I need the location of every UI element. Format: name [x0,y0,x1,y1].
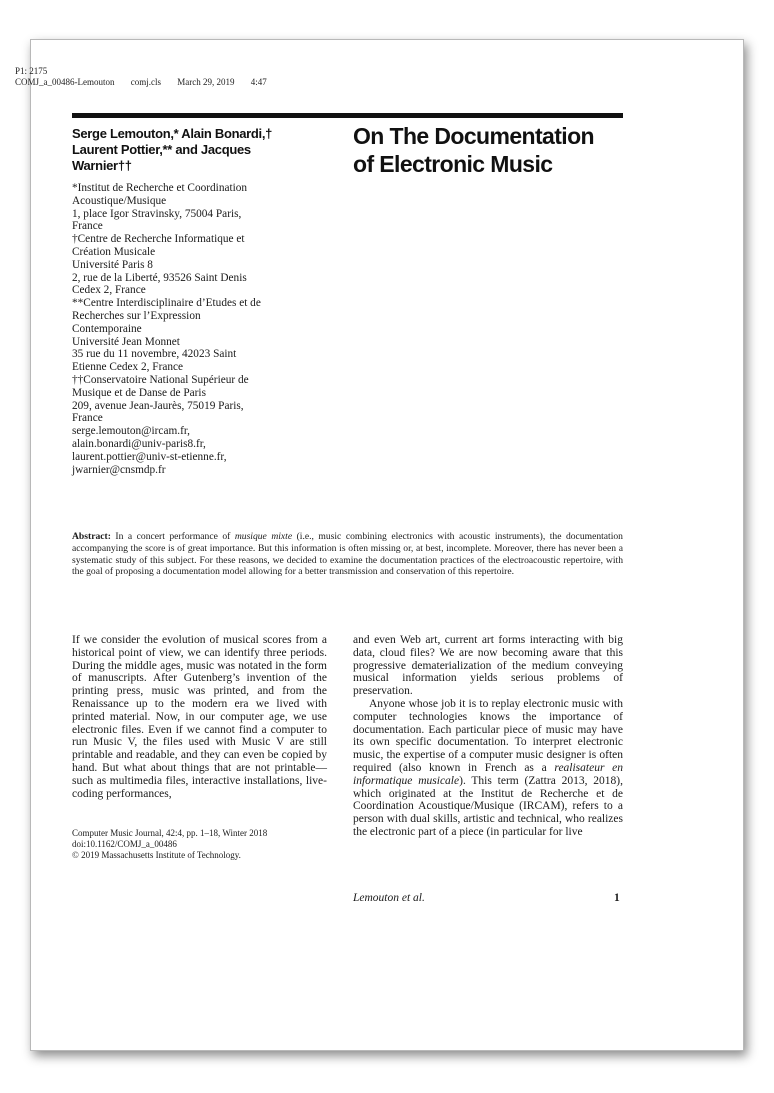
affiliation-line: 1, place Igor Stravinsky, 75004 Paris, [72,207,242,220]
affiliation-line: Contemporaine [72,322,142,335]
affiliation-line: Université Paris 8 [72,258,153,271]
affiliation-line: Création Musicale [72,245,156,258]
journal-footer [72,828,327,861]
affiliation-line: France [72,412,103,425]
slug-date: March 29, 2019 [177,77,235,87]
italic-term: realisateur en informatique musicale [353,761,623,787]
affiliation-line: Etienne Cedex 2, France [72,361,184,374]
affiliation-line: Cedex 2, France [72,284,146,297]
page-number: 1 [614,892,620,904]
abstract-label: Abstract: [72,531,111,542]
affiliation-line: France [72,220,103,233]
affiliation-line: ††Conservatoire National Supérieur de [72,373,249,386]
affiliation-line: 209, avenue Jean-Jaurès, 75019 Paris, [72,399,244,412]
abstract [72,531,623,578]
print-slug [15,66,281,88]
title-line: of Electronic Music [353,151,553,177]
affiliation-line: serge.lemouton@ircam.fr, [72,425,190,438]
affiliation-line: Musique et de Danse de Paris [72,386,206,399]
body-column-left [72,634,327,800]
paragraph-text: Anyone whose job it is to replay electronic music with computer technologies knows the importance of documentation. Each particular piece of music may have its own specific documentation. To interpret electronic music, the expertise of a computer music designer is often required (also known in French as a [353,697,623,774]
author-line: Laurent Pottier,** and Jacques [72,142,251,157]
affiliations [72,182,297,476]
affiliation-line: †Centre de Recherche Informatique et [72,233,245,246]
abstract-text: In a concert performance of [110,531,235,542]
author-line: Serge Lemouton,* Alain Bonardi,† [72,126,273,141]
affiliation-line: Recherches sur l’Expression [72,309,201,322]
slug-line-2 [15,77,281,88]
affiliation-line: Acoustique/Musique [72,194,167,207]
footer-citation: Computer Music Journal, 42:4, pp. 1–18, Winter 2018 [72,828,268,838]
abstract-text: (i.e., music combining electronics with acoustic instruments), the documentation accompanying the score is of great importance. But this information is often missing or, at best, incomplete. Moreover, there has never been a systematic study of this subject. For these reasons, we decided to examine the documentation practices of the electroacoustic repertoire, with the goal of proposing a documentation model allowing for a better transmission and conservation of this repertoire. [72,531,623,578]
footer-doi: doi:10.1162/COMJ_a_00486 [72,839,177,849]
author-list [72,126,297,174]
slug-file: COMJ_a_00486-Lemouton [15,77,115,87]
body-paragraph [353,698,623,839]
affiliation-line: alain.bonardi@univ-paris8.fr, [72,437,206,450]
paragraph-text: ). This term (Zattra 2013, 2018), which originated at the Institut de Recherche et de Coordination Acoustique/Musique (IRCAM), refers to a person with dual skills, artistic and technical, who realizes the electronic part of a piece (in particular for live [353,774,623,838]
affiliation-line: 2, rue de la Liberté, 93526 Saint Denis [72,271,247,284]
affiliation-line: **Centre Interdisciplinaire d’Etudes et de [72,297,261,310]
running-head: Lemouton et al. [353,892,425,904]
slug-line-1: P1: 2175 [15,66,48,76]
slug-time: 4:47 [250,77,267,87]
paper-title [353,122,623,178]
slug-cls: comj.cls [130,77,161,87]
footer-copyright: © 2019 Massachusetts Institute of Technology. [72,850,241,860]
abstract-italic-term: musique mixte [234,531,293,542]
body-paragraph: If we consider the evolution of musical scores from a historical point of view, we can identify three periods. During the middle ages, music was notated in the form of manuscripts. After Gutenberg’s invention of the printing press, music was printed, and from the Renaissance up to the modern era we lived with printed material. Now, in our computer age, we use electronic files. Even if we cannot find a computer to run Music V, the files used with Music V are still printable and readable, and they can even be copied by hand. But what about things that are not printable—such as multimedia files, interactive installations, live-coding performances, [72,634,327,800]
title-line: On The Documentation [353,123,595,149]
affiliation-line: *Institut de Recherche et Coordination [72,182,248,194]
affiliation-line: Université Jean Monnet [72,335,180,348]
affiliation-line: laurent.pottier@univ-st-etienne.fr, [72,450,227,463]
affiliation-line: 35 rue du 11 novembre, 42023 Saint [72,348,237,361]
affiliation-line: jwarnier@cnsmdp.fr [72,463,166,476]
header-rule [72,113,623,118]
author-line: Warnier†† [72,158,132,173]
body-column-right [353,634,623,839]
body-paragraph: and even Web art, current art forms interacting with big data, cloud files? We are now becoming aware that this progressive dematerialization of the medium conveying musical information yields serious problems of preservation. [353,634,623,698]
